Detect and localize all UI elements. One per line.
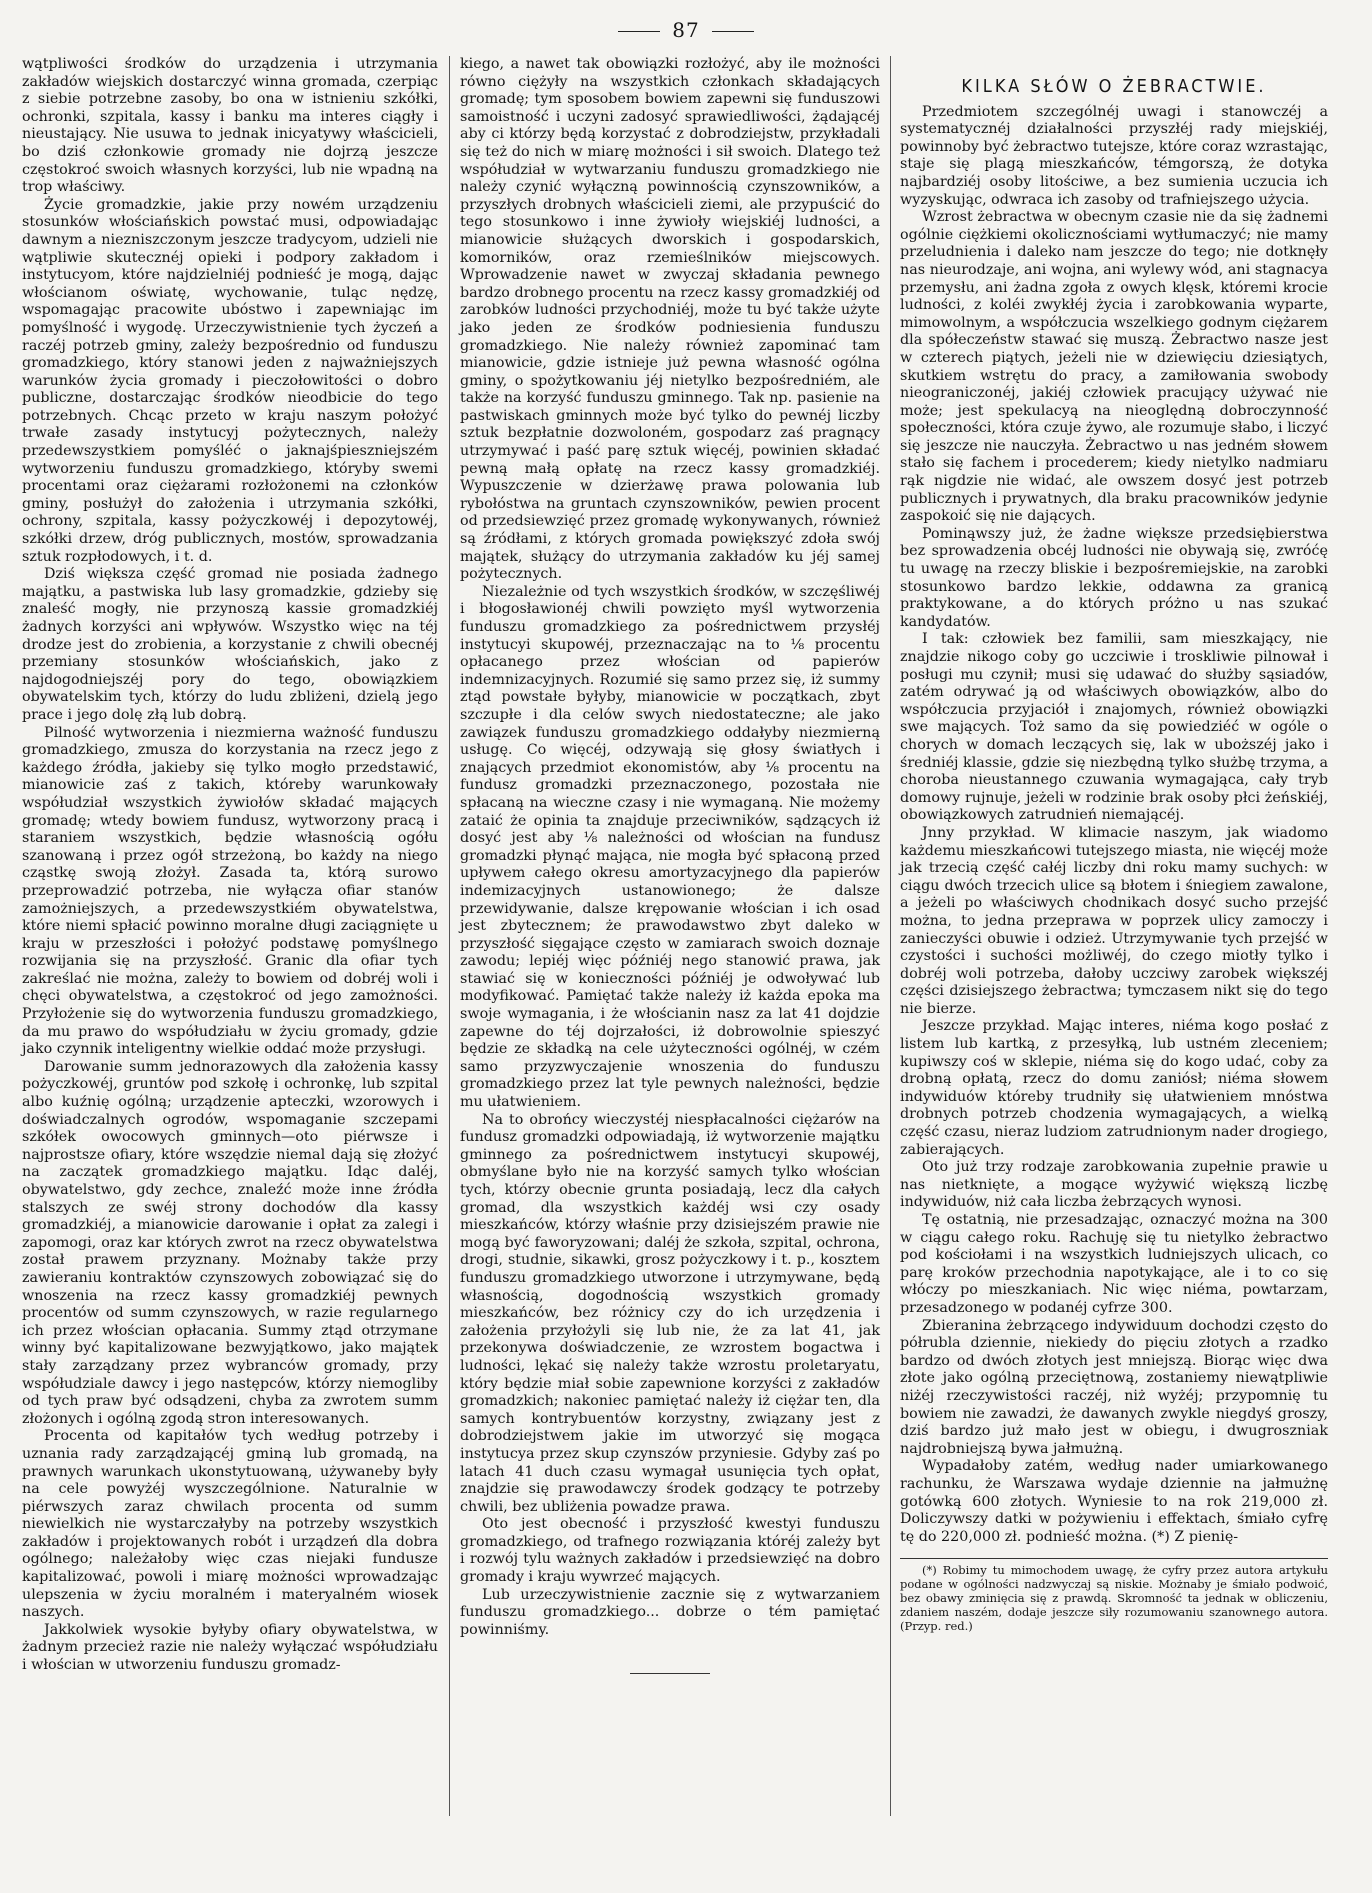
footnote-rule [900,1558,1328,1559]
col3-paragraph: Pominąwszy już, że żadne większe przedsiębierstwa bez sprowadzenia obcéj ludności nie obywają się, zwróćę tu uwagę na rzeczy bliskie i bezpośremiejskie, na zarobki stosunkowo bardzo lekkie, oddawna za granicą praktykowane, a do których próżno u nas szukać kandydatów. [900,525,1328,630]
col1-paragraph: Jakkolwiek wysokie byłyby ofiary obywatelstwa, w żadnym przecież razie nie należy wyłączać współudziału i włościan w utworzeniu funduszu gromadz- [22,1621,438,1674]
col2-paragraph: kiego, a nawet tak obowiązki rozłożyć, aby ile możności równo ciężyły na wszystkich członkach składających gromadę; tym sposobem bowiem zapewni się funduszowi samoistność i uczyni zadosyć sprawiedliwości, żądającéj aby ci którzy będą korzystać z dobrodziejstw, przykładali się też do nich w miarę możności i sił swoich. Dlatego też współudział w wytwarzaniu funduszu gromadzkiego nie należy czynić wyłączną powinnością czynszowników, a przyszłych drobnych właścicieli ziemi, ale przypuścić do tego stosunkowo i inne żywioły wiejskiéj ludności, a mianowicie służących dworskich i gospodarskich, komorników, oraz rzemieślników miejscowych. Wprowadzenie nawet w zwyczaj składania pewnego bardzo drobnego procentu na rzecz kassy gromadzkiéj od zarobków ludności przychodniéj, może tu być także użyte jako jeden ze środków podniesienia funduszu gromadzkiego. Nie należy również zapominać tam mianowicie, gdzie istnieje już pewna własność ogólna gminy, o spożytkowaniu jéj nietylko bezpośredniém, ale także na korzyść funduszu gminnego. Tak np. pasienie na pastwiskach gminnych może być tylko do pewnéj liczby sztuk bezpłatnie dozwoloném, gospodarz zaś pragnący utrzymywać i paść parę sztuk więcéj, powinien składać pewną małą opłatę na rzecz kassy gromadzkiéj. Wypuszczenie w dzierżawę prawa polowania lub rybołóstwa na gruntach czynszowników, pewien procent od przedsiewzięć przez gromadę wykonywanych, również są źródłami, z których gromada powiększyć zdoła swój majątek, służący do utrzymania zakładów ku jéj samej pożytecznych. [460,56,880,583]
col1-paragraph: Dziś większa część gromad nie posiada żadnego majątku, a pastwiska lub lasy gromadzkie, gdzieby się znaleść mogły, nie przynoszą kassie gromadzkiéj żadnych korzyści ani wpływów. Wszystko więc na téj drodze jest do zrobienia, a korzystanie z chwili obecnéj przemiany stosunków włościańskich, jako z najdogodniejszéj pory do tego, obowiązkiem obywatelskim tych, którzy do ludu zbliżeni, dzielą jego prace i jego dolę złą lub dobrą. [22,566,438,723]
col3-paragraph: I tak: człowiek bez familii, sam mieszkający, nie znajdzie nikogo coby go uczciwie i troskliwie pilnował i posługi mu czynił; musi się udawać do służby sąsiadów, zatém odrywać ją od właściwych obowiązków, albo do współczucia przyjaciół i znajomych, również obowiązki swe mających. Toż samo da się powiedziéć w ogóle o chorych w domach leczących się, lak w uboższéj jako i średniéj klassie, gdzie się niezbędną tylko służbę trzyma, a choroba nieustannego czuwania wymagająca, cały tryb domowy rujnuje, jeżeli w rodzinie brak osoby płci żeńskiéj, obowiązkowych zatrudnień niemającéj. [900,631,1328,824]
col1-paragraph: Procenta od kapitałów tych według potrzeby i uznania rady zarządzającéj gminą lub gromadą, na prawnych warunkach ukonstytuowaną, używaneby były na cele powyżéj wyszczególnione. Naturalnie w piérwszych zaraz chwilach procenta od summ niewielkich nie wystarczałyby na potrzeby wszystkich zakładów i projektowanych robót i urządzeń dla dobra ogólnego; należałoby więc czas niejaki fundusze kapitalizować, powoli i miarę możności wprowadzając ulepszenia w życiu moralném i materyalném wiosek naszych. [22,1428,438,1621]
column-3 [900,56,1328,1633]
col3-paragraph: Wzrost żebractwa w obecnym czasie nie da się żadnemi ogólnie ciężkiemi okolicznościami wytłumaczyć; nie mamy przeludnienia i daleko nam jeszcze do tego; nie dotknęły nas nieurodzaje, ani wojna, ani wylewy wód, ani stagnacya przemysłu, ani żadna zgoła z owych klęsk, któremi krocie ludności, z koléi zwykłéj życia i zarobkowania wyparte, mimowolnym, a współczucia wszelkiego godnym ciężarem dla spółeczeństw stawać się muszą. Żebractwo nasze jest w czterech piątych, jeżeli nie w dziewięciu dziesiątych, skutkiem wstrętu do pracy, a zamiłowania swobody nieograniczonéj, jakiéj człowiek pracujący używać nie może; jest spekulacyą na nieoględną dobroczynność społeczności, która czuje żywo, ale rozumuje słabo, i liczyć się jeszcze nie nauczyła. Żebractwo u nas jedném słowem stało się fachem i procederem; kiedy nietylko nadmiaru rąk nigdzie nie widać, ale owszem dosyć jest potrzeb publicznych i prywatnych, dla braku pracowników jedynie zaspokoić się nie dających. [900,209,1328,525]
col1-paragraph: wątpliwości środków do urządzenia i utrzymania zakładów wiejskich dostarczyć winna gromada, czerpiąc z siebie potrzebne zasoby, bo ona w istnieniu szkółki, ochronki, szpitala, kassy i banku ma interes ciągły i nieustający. Nie usuwa to jednak inicyatywy właścicieli, bo dziś członkowie gromady nie dojrzą jeszcze częstokroć swoich własnych korzyści, lub nie wpadną na trop właściwy. [22,56,438,196]
col3-paragraph: Oto już trzy rodzaje zarobkowania zupełnie prawie u nas nietknięte, a mogące wyżywić większą liczbę indywiduów, niż cała liczba żebrzących wynosi. [900,1159,1328,1211]
page-number: 87 [672,18,700,42]
article-end-rule [630,1673,710,1674]
header-rule-left [618,31,660,32]
col2-paragraph: Na to obrońcy wieczystéj niespłacalności ciężarów na fundusz gromadzki odpowiadają, iż wytworzenie majątku gminnego za pośrednictwem instytucyi skupowéj, obmyślane było nie na korzyść samych tylko włościan tych, którzy obecnie grunta posiadają, lecz dla całych gromad, dla wszystkich każdéj wsi czy osady mieszkańców, którzy właśnie przy dzisiejszém prawie nie mogą być faworyzowani; daléj że szkoła, szpital, ochrona, drogi, studnie, sikawki, grosz pożyczkowy i t. p., kosztem funduszu gromadzkiego utworzone i utrzymywane, będą własnością, dogodnością wszystkich gromady mieszkańców, bez różnicy czy do ich urzędzenia i założenia przyłożyli się lub nie, że za lat 41, jak przekonywa doświadczenie, ze wzrostem bogactwa i ludności, lękać się należy także wzrostu proletaryatu, który będzie miał sobie zapewnione korzyści z zakładów gromadzkich; nakoniec pamiętać należy iż ciężar ten, dla samych kontrybuentów korzystny, związany jest z dobrodziejstwem jakie im utworzyć się mogąca instytucya przez skup czynszów przyniesie. Gdyby zaś po latach 41 duch czasu wymagał usunięcia tych opłat, znajdzie się prawodawczy środek godzący te potrzeby chwili, bez ubliżenia powadze prawa. [460,1111,880,1515]
col2-paragraph: Oto jest obecność i przyszłość kwestyi funduszu gromadzkiego, od trafnego rozwiązania któréj zależy byt i rozwój tylu ważnych zakładów i przedsiewzięć na dobro gromady i kraju wywrzeć mających. [460,1516,880,1586]
column-1 [22,56,438,1675]
col1-paragraph: Życie gromadzkie, jakie przy nowém urządzeniu stosunków włościańskich powstać musi, odpowiadając dawnym a niezniszczonym jeszcze tradycyom, udzieli nie wątpliwie skutecznéj opieki i podpory zakładom i instytucyom, które najdzielniéj podnieść je mogą, dając włościanom oświatę, wychowanie, tuląc nędzę, wspomagając pracowite ubóstwo i zapewniając im pomyślność i wygodę. Urzeczywistnienie tych życzeń a raczéj potrzeb gminy, zależy bezpośrednio od funduszu gromadzkiego, który stanowi jeden z najważniejszych warunków życia gromady i pieczołowitości o dobro publiczne, dostarczając środków nieodbicie do tego potrzebnych. Chcąc przeto w kraju naszym położyć trwałe zasady instytucyj pożytecznych, należy przedewszystkiem pomyśléć o jaknajśpieszniejszém wytworzeniu funduszu gromadzkiego, któryby swemi procentami oraz ciężarami rozłożonemi na członków gminy, posłużył do założenia i utrzymania szkółki, ochrony, szpitala, kassy pożyczkowéj i depozytowéj, szkółki drzew, dróg publicznych, mostów, sprowadzania sztuk rozpłodowych, i t. d. [22,196,438,565]
col3-paragraph: Tę ostatnią, nie przesadzając, oznaczyć można na 300 w ciągu całego roku. Rachuję się tu nietylko żebractwo pod kościołami i na wszystkich ludniejszych ulicach, co parę kroków przechodnia napotykające, ale i to co się włóczy po mieszkaniach. Nic więc niéma, powtarzam, przesadzonego w podanéj cyfrze 300. [900,1212,1328,1316]
col2-paragraph: Lub urzeczywistnienie zacznie się z wytwarzaniem funduszu gromadzkiego... dobrze o tém pamiętać powinniśmy. [460,1586,880,1638]
col2-paragraph: Niezależnie od tych wszystkich środków, w szczęśliwéj i błogosławionéj chwili powzięto myśl wytworzenia funduszu gromadzkiego za pośrednictwem przysłéj instytucyi skupowéj, przeznaczając na to ⅛ procentu opłacanego przez włościan od papierów indemnizacyjnych. Rozumié się samo przez się, iż summy ztąd powstałe byłyby, mianowicie w początkach, zbyt szczupłe i dla celów swych niedostateczne; ale jako zawiązek funduszu gromadzkiego oddałyby niezmierną usługę. Co więcéj, odzywają się głosy światłych i znających przedmiot ekonomistów, aby ⅛ procentu na fundusz gromadzki przeznaczonego, pozostała nie spłacaną na wieczne czasy i nie wymaganą. Nie możemy zataić że opinia ta znajduje przeciwników, sądzących iż dosyć jest aby ⅛ należności od włościan na fundusz gromadzki płynąć mająca, nie mogła być spłaconą przed upływem całego okresu amortyzacyjnego dla papierów indemizacyjnych ustanowionego; że dalsze przewidywanie, dalsze krępowanie włościan i ich osad jest zbytecznem; że prawodawstwo zbyt daleko w przyszłość sięgające często w zamiarach swoich doznaje zawodu; lepiéj więc późniéj nego stanowić prawa, jak stawiać się w konieczności późniéj je odwoływać lub modyfikować. Pamiętać także należy iż każda epoka ma swoje wymagania, i że włościanin nasz za lat 41 dojdzie zapewne do téj dojrzałości, iż dobrowolnie spieszyć będzie ze składką na cele użyteczności ogólnéj, w czém samo przyzwyczajenie wnoszenia do funduszu gromadzkiego przez lat tyle pewnych należności, będzie mu ułatwieniem. [460,583,880,1111]
col3-paragraph: Jnny przykład. W klimacie naszym, jak wiadomo każdemu mieszkańcowi tutejszego miasta, nie więcéj może jak trzecią część całéj liczby dni roku mamy suchych: w ciągu dwóch trzecich ulice są błotem i śniegiem zawalone, a jeżeli po właściwych chodnikach dosyć sucho przejść można, to jedna przeprawa w poprzek ulicy zamoczy i zanieczyści obuwie i odzież. Utrzymywanie tych przejść w czystości i suchości możliwéj, do czego miotły tylko i dobréj woli potrzeba, dałoby uczciwy zarobek większéj części dzisiejszego żebractwa; tymczasem nikt się do tego nie bierze. [900,824,1328,1017]
column-divider-1 [449,56,450,1816]
column-2 [460,56,880,1674]
header-rule-right [712,31,754,32]
col1-paragraph: Pilność wytworzenia i niezmierna ważność funduszu gromadzkiego, zmusza do korzystania na rzecz jego z każdego źródła, jakieby się tylko mogło przedstawić, mianowicie zaś z takich, któreby warunkowały współudział wszystkich żywiołów składać mających gromadę; wtedy bowiem fundusz, wytworzony pracą i staraniem wszystkich, będzie własnością ogółu szanowaną i przez ogół strzeżoną, bo każdy na niego cząstkę swoją złożył. Zasada ta, którą surowo przeprowadzić potrzeba, nie wyłącza ofiar stanów zamożniejszych, a przedewszystkiém obywatelstwa, które niemi spłacić powinno moralne długi zaciągnięte u kraju w przeszłości i położyć podstawę pomyślnego rozwijania się na przyszłość. Granic dla ofiar tych zakreślać nie można, zależy to bowiem od dobréj woli i chęci obywatelstwa, a częstokroć od jego zamożności. Przyłożenie się do wytworzenia funduszu gromadzkiego, da mu prawo do współudziału w życiu gromady, gdzie jako czynnik inteligentny wielkie oddać może przysługi. [22,724,438,1058]
col1-paragraph: Darowanie summ jednorazowych dla założenia kassy pożyczkowéj, gruntów pod szkołę i ochronkę, lub szpital albo kuźnię ogólną; urządzenie apteczki, wzorowych i doświadczalnych ogrodów, wspomaganie szczepami szkółek owocowych gminnych—oto piérwsze i najprostsze ofiary, które wszędzie niemal dają się złożyć na zaczątek gromadzkiego majątku. Idąc daléj, obywatelstwo, gdy zechce, znaleźć może inne źródła stalszych ze swéj strony dochodów dla kassy gromadzkiéj, a mianowicie darowanie i opłat za zalegi i zapomogi, oraz kar których zwrot na rzecz obywatelstwa został prawem przyznany. Możnaby także przy zawieraniu kontraktów czynszowych zobowiązać się do wnoszenia na rzecz kassy gromadzkiéj pewnych procentów od summ czynszowych, w razie regularnego ich przez włościan opłacania. Summy ztąd otrzymane winny być kapitalizowane bezwyjątkowo, jako majątek stały zarządzany przez wybranców gromady, przy współudziale dawcy i jego następców, którzy niemogliby od tych praw być odsądzeni, chyba za zwrotem summ złożonych i ogólną zgodą stron interesowanych. [22,1058,438,1427]
column-divider-2 [890,56,891,1816]
col3-paragraph: Przedmiotem szczególnéj uwagi i stanowczéj a systematycznéj działalności przyszłéj rady miejskiéj, powinnoby być żebractwo tutejsze, które coraz wzrastając, staje się plagą mieszkańców, témgorszą, że dotyka najbardziéj osoby litościwe, a bez sumienia uczucia ich wyzyskując, odwraca ich zasoby od trafniejszego użycia. [900,103,1328,208]
footnote: (*) Robimy tu mimochodem uwagę, że cyfry przez autora artykułu podane w ogólności nadzwyczaj są niskie. Możnaby je śmiało podwoić, bez obawy zminięcia się z prawdą. Skromność ta jednak w obliczeniu, zdaniem naszém, dodaje jeszcze siły rozumowaniu szanownego autora. (Przyp. red.) [900,1563,1328,1634]
article-title: KILKA SŁÓW O ŻEBRACTWIE. [961,76,1267,97]
col3-paragraph: Jeszcze przykład. Mając interes, niéma kogo posłać z listem lub kartką, z przesyłką, lub ustném zleceniem; kupiwszy coś w sklepie, niéma się do kogo udać, coby za drobną opłatą, rzecz do domu zaniósł; niéma słowem indywiduów któreby trudniły się ułatwieniem mnóstwa drobnych potrzeb chodzenia wymagających, a wielką część czasu, nieraz ludziom zatrudnionym nader drogiego, zabierających. [900,1018,1328,1158]
col3-paragraph: Wypadałoby zatém, według nader umiarkowanego rachunku, że Warszawa wydaje dziennie na jałmużnę gotówką 600 złotych. Wyniesie to na rok 219,000 zł. Doliczywszy datki w pożywieniu i effektach, śmiało cyfrę tę do 220,000 zł. podnieść można. (*) Z pienię- [900,1458,1328,1545]
page-header [0,18,1372,42]
col3-paragraph: Zbieranina żebrzącego indywiduum dochodzi często do półrubla dziennie, niekiedy do pięciu złotych a rzadko bardzo od dwóch złotych jest mniejszą. Biorąc więc dwa złote jako ogólną przeciętnową, zostaniemy niewątpliwie niżéj rzeczywistości raczéj, niż wyżéj; przypomnię tu bowiem nie zawadzi, że dawanych zwykle niegdyś groszy, dziś bardzo już mało jest w obiegu, i dwugroszniak najdrobniejszą bywa jałmużną. [900,1317,1328,1457]
